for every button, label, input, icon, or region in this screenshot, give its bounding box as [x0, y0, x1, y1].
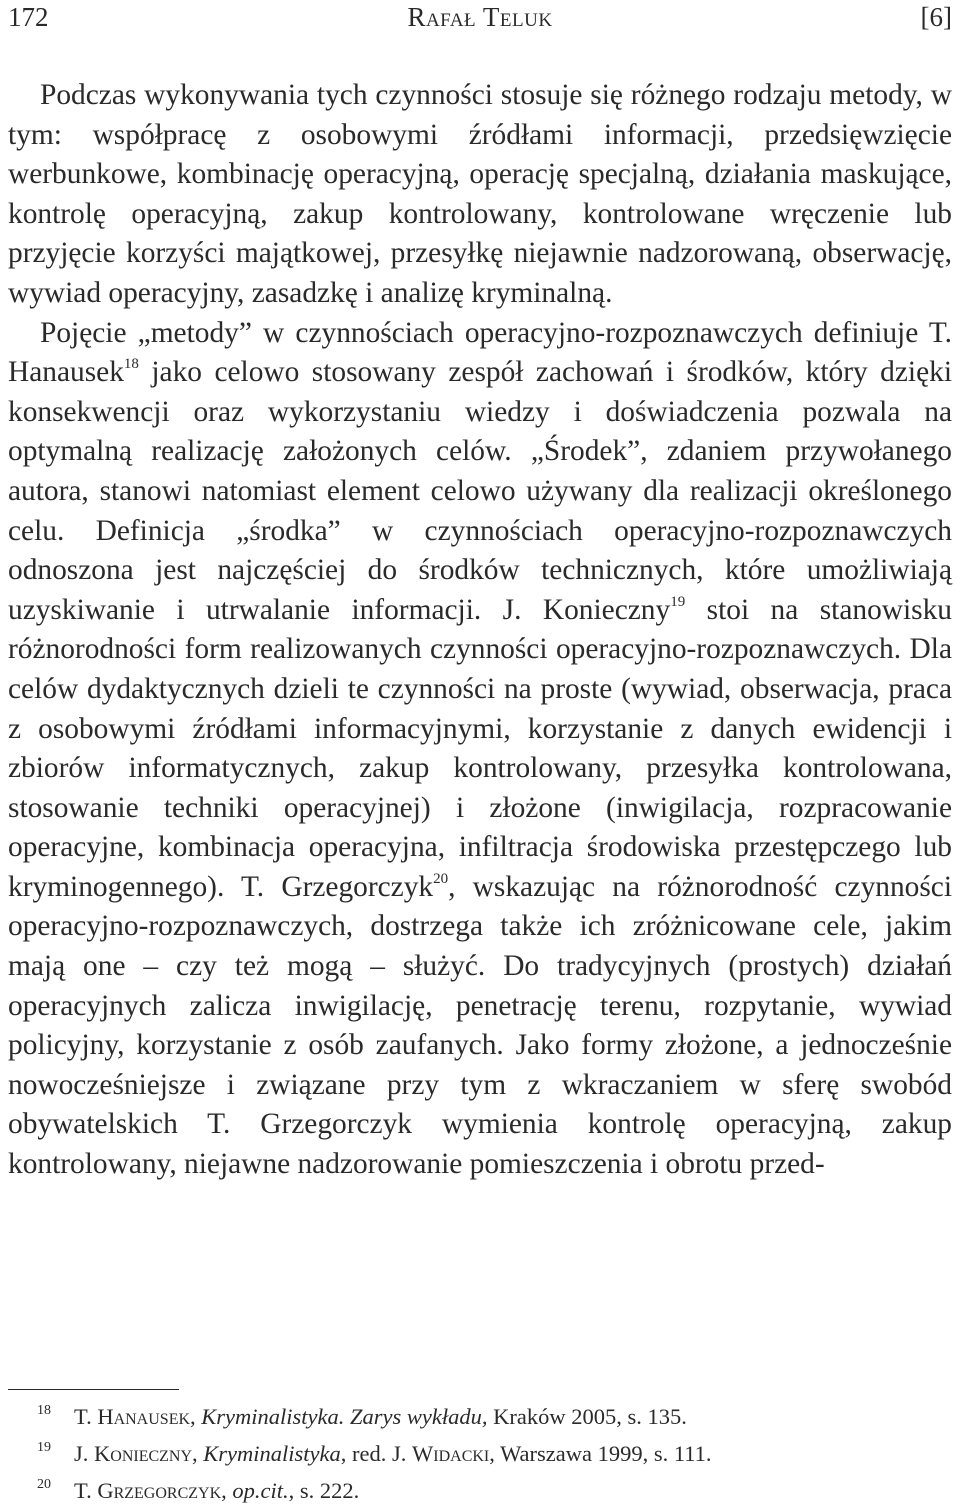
main-text [8, 76, 952, 1185]
work-title: Kryminalistyka. Zarys wykładu, [201, 1404, 488, 1429]
footnote-number: 20 [37, 1477, 51, 1492]
footnote-ref-18[interactable]: 18 [123, 356, 139, 373]
author-name: Konieczny [94, 1441, 193, 1466]
footnote-ref-19[interactable]: 19 [670, 593, 686, 610]
footnote-text: T. Hanausek, Kryminalistyka. Zarys wykładu, Kraków 2005, s. 135. [74, 1404, 687, 1429]
footnotes [8, 1398, 952, 1509]
footnote-number: 19 [37, 1440, 51, 1455]
footnote-number: 18 [37, 1403, 51, 1418]
footnote-18 [8, 1398, 952, 1435]
paragraph-methods [8, 76, 952, 314]
footnote-text: T. Grzegorczyk, op.cit., s. 222. [74, 1478, 360, 1503]
footnote-text: J. Konieczny, Kryminalistyka, red. J. Widacki, Warszawa 1999, s. 111. [74, 1441, 712, 1466]
paragraph-text: jako celowo stosowany zespół zachowań i środków, który dzięki konsekwencji oraz wykorzystaniu wiedzy i doświadczenia pozwala na optymalną realizację założonych celów. „Środek”, zdaniem przywołanego autora, stanowi natomiast element celowo używany dla realizacji określonego celu. Definicja „środka” w czynnościach operacyjno-rozpoznawczych odnoszona jest najczęściej do środków technicznych, które umożliwiają uzyskiwanie i utrwalanie informacji. J. Konieczny [8, 356, 952, 626]
author-name: Hanausek [97, 1404, 191, 1429]
paragraph-text: , wskazując na różnorodność czynności operacyjno-rozpoznawczych, dostrzega także ich zróżnicowane cele, jakim mają one – czy też mogą – służyć. Do tradycyjnych (prostych) działań operacyjnych zalicza inwigilację, penetrację terenu, rozpytanie, wywiad policyjny, korzystanie z osób zaufanych. Jako formy złożone, a jednocześnie nowocześniejsze i związane przy tym z wkraczaniem w sferę swobód obywatelskich T. Grzegorczyk wymienia kontrolę operacyjną, zakup kontrolowany, niejawne nadzorowanie pomieszczenia i obrotu przed- [8, 870, 952, 1181]
running-head-author: Rafał Teluk [407, 2, 553, 32]
footnote-ref-20[interactable]: 20 [433, 870, 449, 887]
paragraph-definitions [8, 314, 952, 1185]
paragraph-text: stoi na stanowisku różnorodności form realizowanych czynności operacyjno-rozpoznawczych. Dla celów dydaktycznych dzieli te czynności na proste (wywiad, obserwacja, praca z osobowymi źródłami informacyjnymi, korzystanie z danych ewidencji i zbiorów informatycznych, zakup kontrolowany, przesyłka kontrolowana, stosowanie techniki operacyjnej) i złożone (inwigilacja, rozpracowanie operacyjne, kombinacja operacyjna, infiltracja środowiska przestępczego lub kryminogennego). T. Grzegorczyk [8, 593, 953, 903]
page-number: 172 [8, 2, 49, 32]
author-name: Grzegorczyk [97, 1478, 222, 1503]
footnote-19 [8, 1435, 952, 1472]
footnote-separator [8, 1389, 179, 1390]
running-header [8, 0, 952, 40]
footnote-20 [8, 1472, 952, 1509]
work-title: Kryminalistyka [203, 1441, 341, 1466]
paragraph-text: Podczas wykonywania tych czynności stosuje się różnego rodzaju metody, w tym: współpracę z osobowymi źródłami informacji, przedsięwzięcie werbunkowe, kombinację operacyjną, operację specjalną, działania maskujące, kontrolę operacyjną, zakup kontrolowany, kontrolowane wręczenie lub przyjęcie korzyści majątkowej, przesyłkę niejawnie nadzorowaną, obserwację, wywiad operacyjny, zasadzkę i analizę kryminalną. [8, 79, 952, 309]
work-title: op.cit. [232, 1478, 289, 1503]
paragraph-text: Pojęcie „metody” w czynnościach operacyjno-rozpoznawczych definiuje T. Hanausek [8, 316, 952, 389]
section-number: [6] [920, 2, 952, 32]
editor-name: Widacki [412, 1441, 490, 1466]
